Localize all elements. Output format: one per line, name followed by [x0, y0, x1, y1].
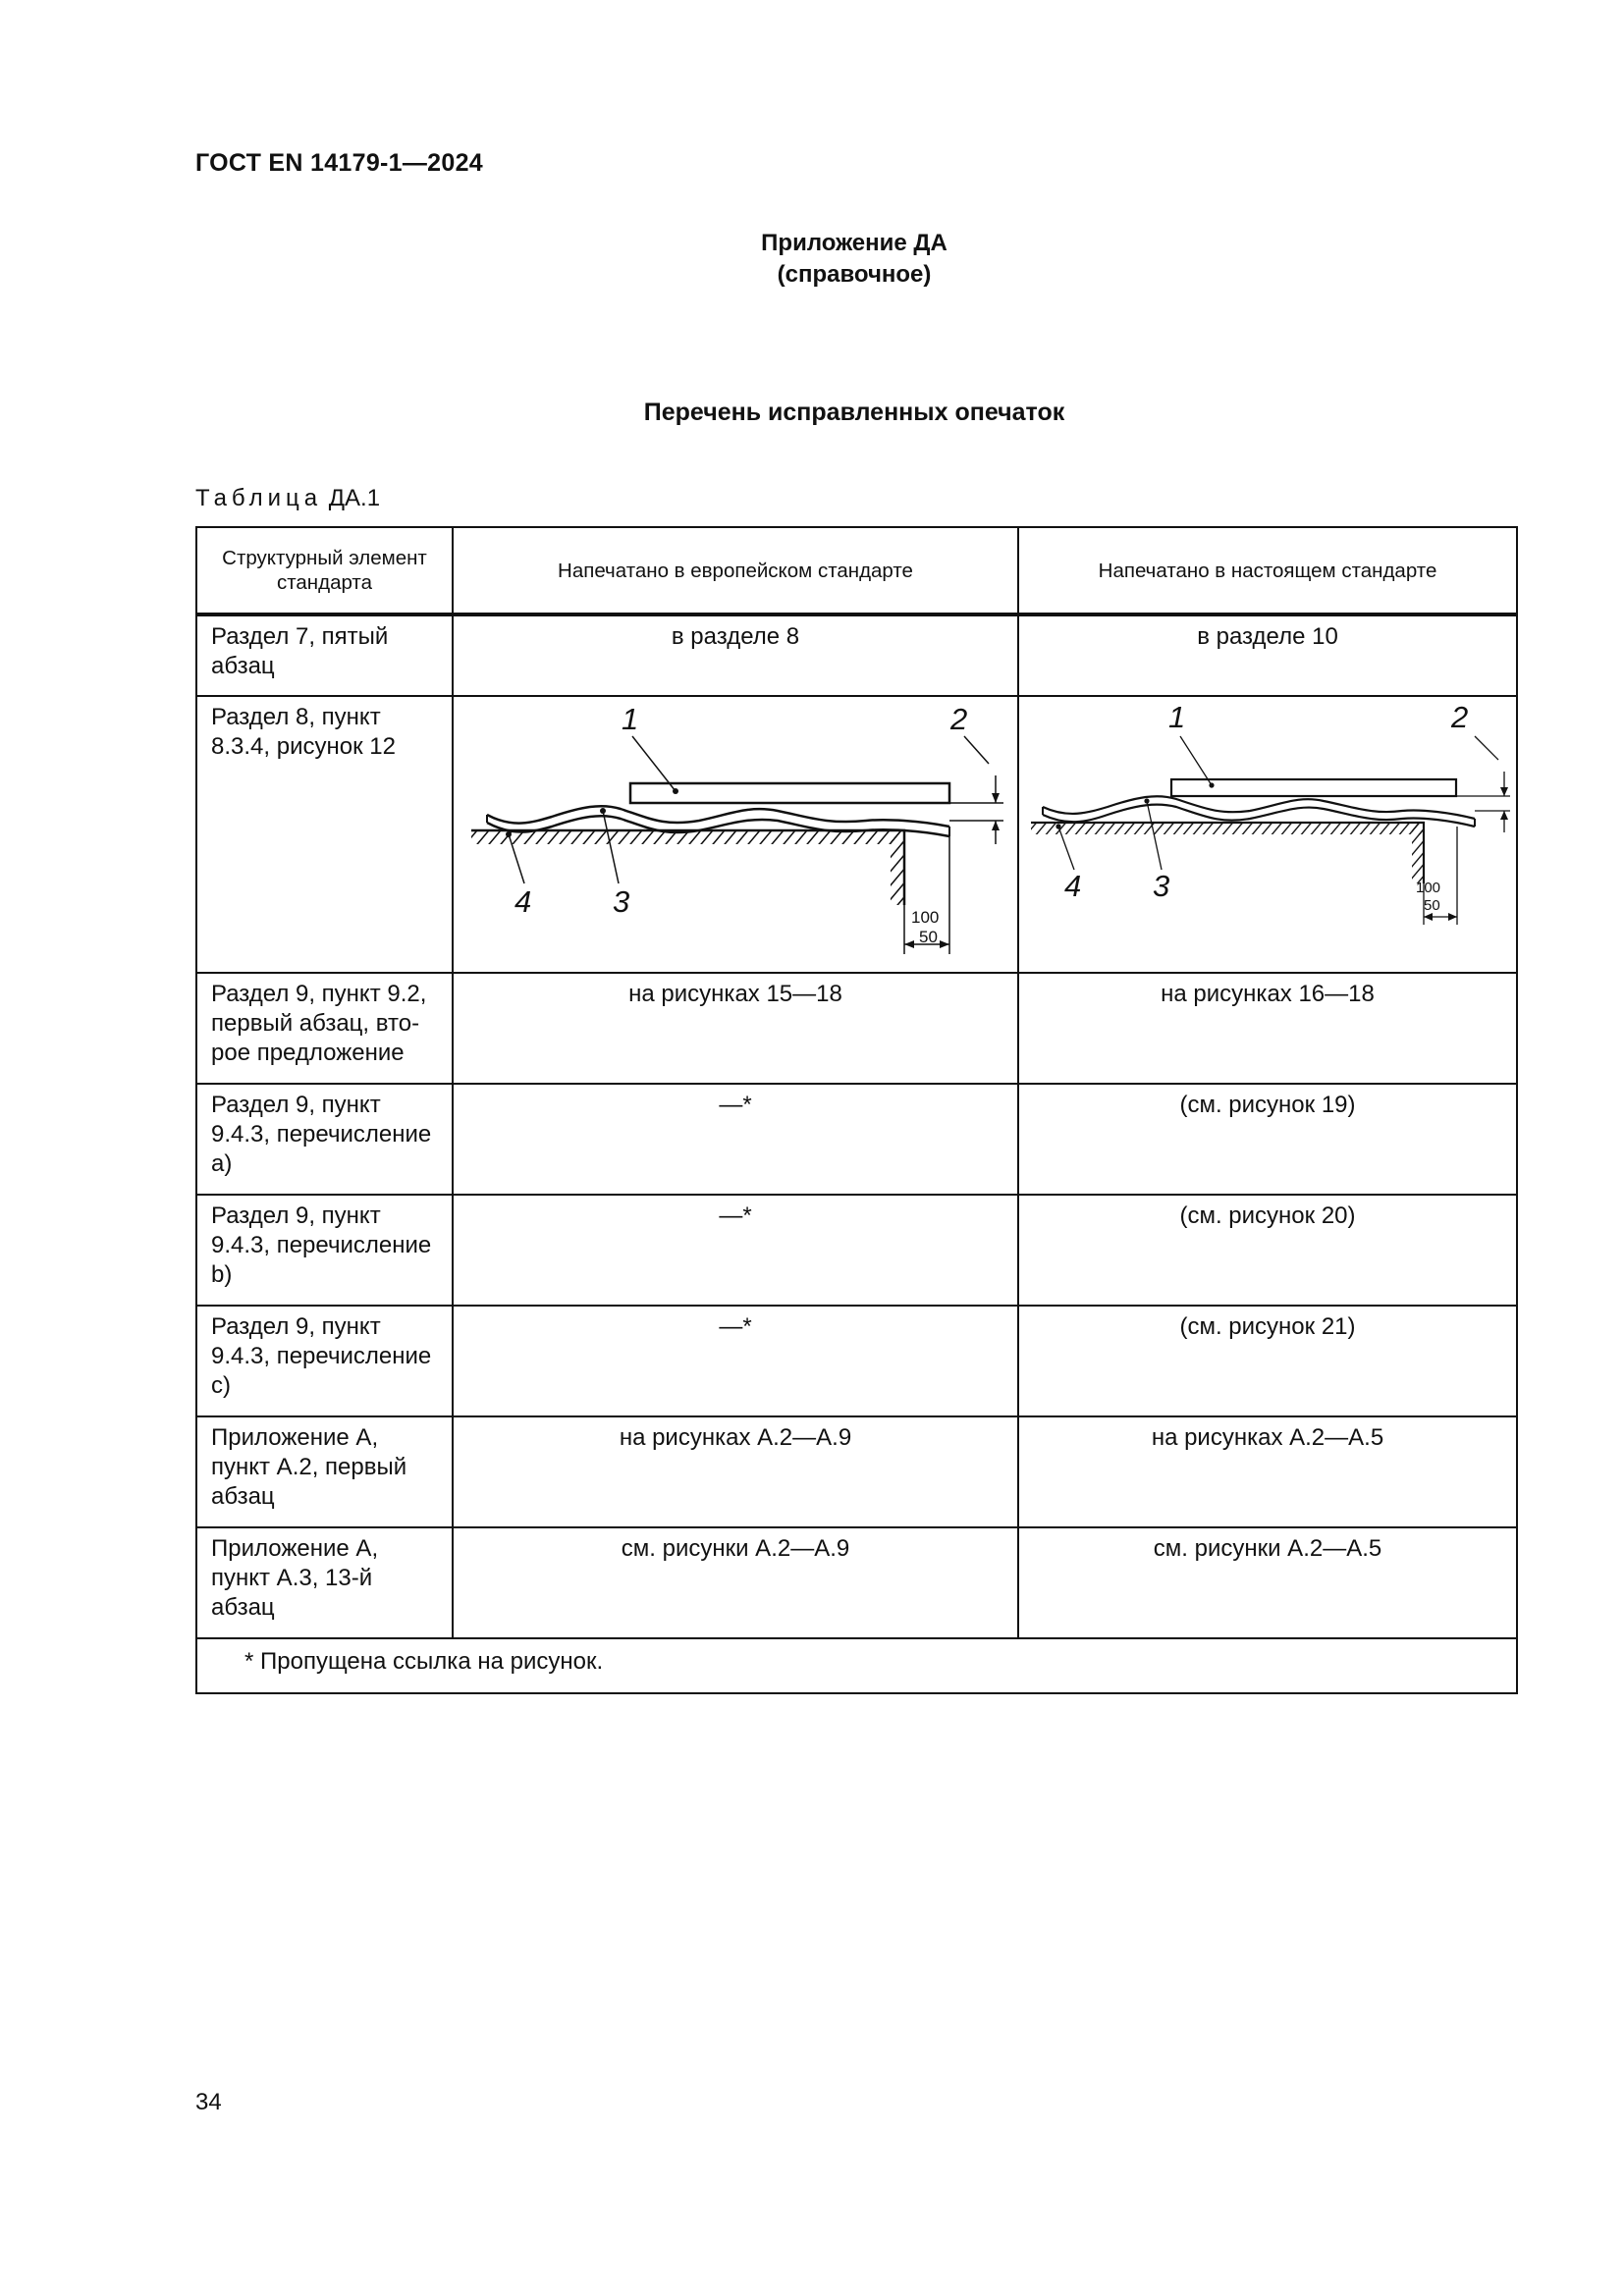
support-hatching	[1031, 823, 1424, 834]
row-european: на рисунках 15—18	[453, 973, 1018, 1084]
errata-table	[195, 526, 1518, 1694]
row-element: Приложение А, пункт А.2, первый абзац	[196, 1416, 453, 1527]
table-row	[196, 1527, 1517, 1638]
table-row	[196, 696, 1517, 973]
gap-arrowhead-top	[992, 793, 1000, 803]
row-present: на рисунках А.2—А.5	[1018, 1416, 1517, 1527]
row-element: Раздел 9, пункт 9.4.3, перечисление b)	[196, 1195, 453, 1306]
row-element: Раздел 8, пункт 8.3.4, рисунок 12	[196, 696, 453, 973]
table-row	[196, 1306, 1517, 1416]
annex-heading: Перечень исправленных опечаток	[643, 399, 1065, 426]
row-present: (см. рисунок 21)	[1018, 1306, 1517, 1416]
row-present: (см. рисунок 19)	[1018, 1084, 1517, 1195]
table-row	[196, 1416, 1517, 1527]
table-footnote: * Пропущена ссылка на рисунок.	[196, 1638, 1517, 1693]
annex-status: (справочное)	[777, 261, 932, 288]
row-element: Раздел 9, пункт 9.4.3, перечисление а)	[196, 1084, 453, 1195]
gap-arrowhead-top	[1500, 787, 1508, 796]
leader-1-dot	[673, 788, 678, 794]
table-footnote-row	[196, 1638, 1517, 1693]
row-element: Раздел 7, пятый абзац	[196, 614, 453, 696]
row-european: —*	[453, 1084, 1018, 1195]
leader-1-dot	[1209, 782, 1214, 787]
dim-100: 100	[911, 908, 940, 927]
support-hatching-vertical	[891, 830, 904, 905]
document-code: ГОСТ EN 14179-1—2024	[195, 149, 483, 177]
leader-4-dot	[506, 831, 512, 837]
table-caption-id: ДА.1	[328, 485, 381, 511]
straightedge	[1171, 779, 1456, 796]
row-element: Раздел 9, пункт 9.2, первый абзац, второе предложение	[196, 973, 453, 1084]
dim-50: 50	[919, 928, 938, 946]
overhang-arrowhead-left	[904, 940, 914, 948]
figure-label-4: 4	[1064, 869, 1082, 903]
annex-designation	[0, 228, 1624, 291]
header-european-standard: Напечатано в европейском стандарте	[453, 527, 1018, 614]
dim-50: 50	[1424, 897, 1440, 914]
row-european: —*	[453, 1195, 1018, 1306]
leader-3-dot	[600, 808, 606, 814]
gap-arrowhead-bottom	[1500, 811, 1508, 820]
leader-3	[603, 811, 619, 883]
row-present: (см. рисунок 20)	[1018, 1195, 1517, 1306]
straightedge	[630, 783, 949, 803]
annex-title: Приложение ДА	[761, 230, 947, 256]
page-number: 34	[195, 2089, 222, 2115]
row-element: Раздел 9, пункт 9.4.3, перечисление c)	[196, 1306, 453, 1416]
wavy-glass-top	[487, 806, 949, 827]
header-structural-element: Структурный элемент стандарта	[196, 527, 453, 614]
overhang-arrowhead-right	[1448, 913, 1457, 921]
row-present: на рисунках 16—18	[1018, 973, 1517, 1084]
table-row	[196, 614, 1517, 696]
gap-arrowhead-bottom	[992, 821, 1000, 830]
dim-100: 100	[1416, 880, 1441, 896]
figure-label-1: 1	[622, 702, 639, 736]
leader-3	[1147, 801, 1162, 870]
figure-cell-european	[453, 696, 1018, 973]
figure-european	[454, 697, 1017, 966]
table-caption	[195, 485, 380, 512]
figure-label-3: 3	[1153, 869, 1170, 903]
figure-label-3: 3	[613, 884, 630, 919]
leader-3-dot	[1144, 798, 1149, 803]
leader-2	[1475, 736, 1498, 760]
figure-present	[1019, 697, 1516, 966]
leader-4-dot	[1056, 824, 1060, 828]
figure-label-4: 4	[514, 884, 532, 919]
figure-cell-present	[1018, 696, 1517, 973]
row-european: см. рисунки А.2—А.9	[453, 1527, 1018, 1638]
table-row	[196, 1084, 1517, 1195]
row-european: на рисунках А.2—А.9	[453, 1416, 1018, 1527]
table-header-row	[196, 527, 1517, 614]
row-present: см. рисунки А.2—А.5	[1018, 1527, 1517, 1638]
overhang-arrowhead-right	[940, 940, 949, 948]
table-row	[196, 1195, 1517, 1306]
table-caption-word: Таблица	[195, 485, 323, 511]
figure-label-2: 2	[1451, 700, 1469, 734]
table-row	[196, 973, 1517, 1084]
leader-2	[964, 736, 989, 764]
row-present: в разделе 10	[1018, 614, 1517, 696]
row-european: —*	[453, 1306, 1018, 1416]
figure-label-2: 2	[950, 702, 968, 736]
figure-present-drawing	[1019, 697, 1518, 966]
row-european: в разделе 8	[453, 614, 1018, 696]
header-present-standard: Напечатано в настоящем стандарте	[1018, 527, 1517, 614]
leader-1	[1180, 736, 1212, 785]
row-element: Приложение А, пункт А.3, 13-й абзац	[196, 1527, 453, 1638]
figure-label-1: 1	[1168, 700, 1186, 734]
